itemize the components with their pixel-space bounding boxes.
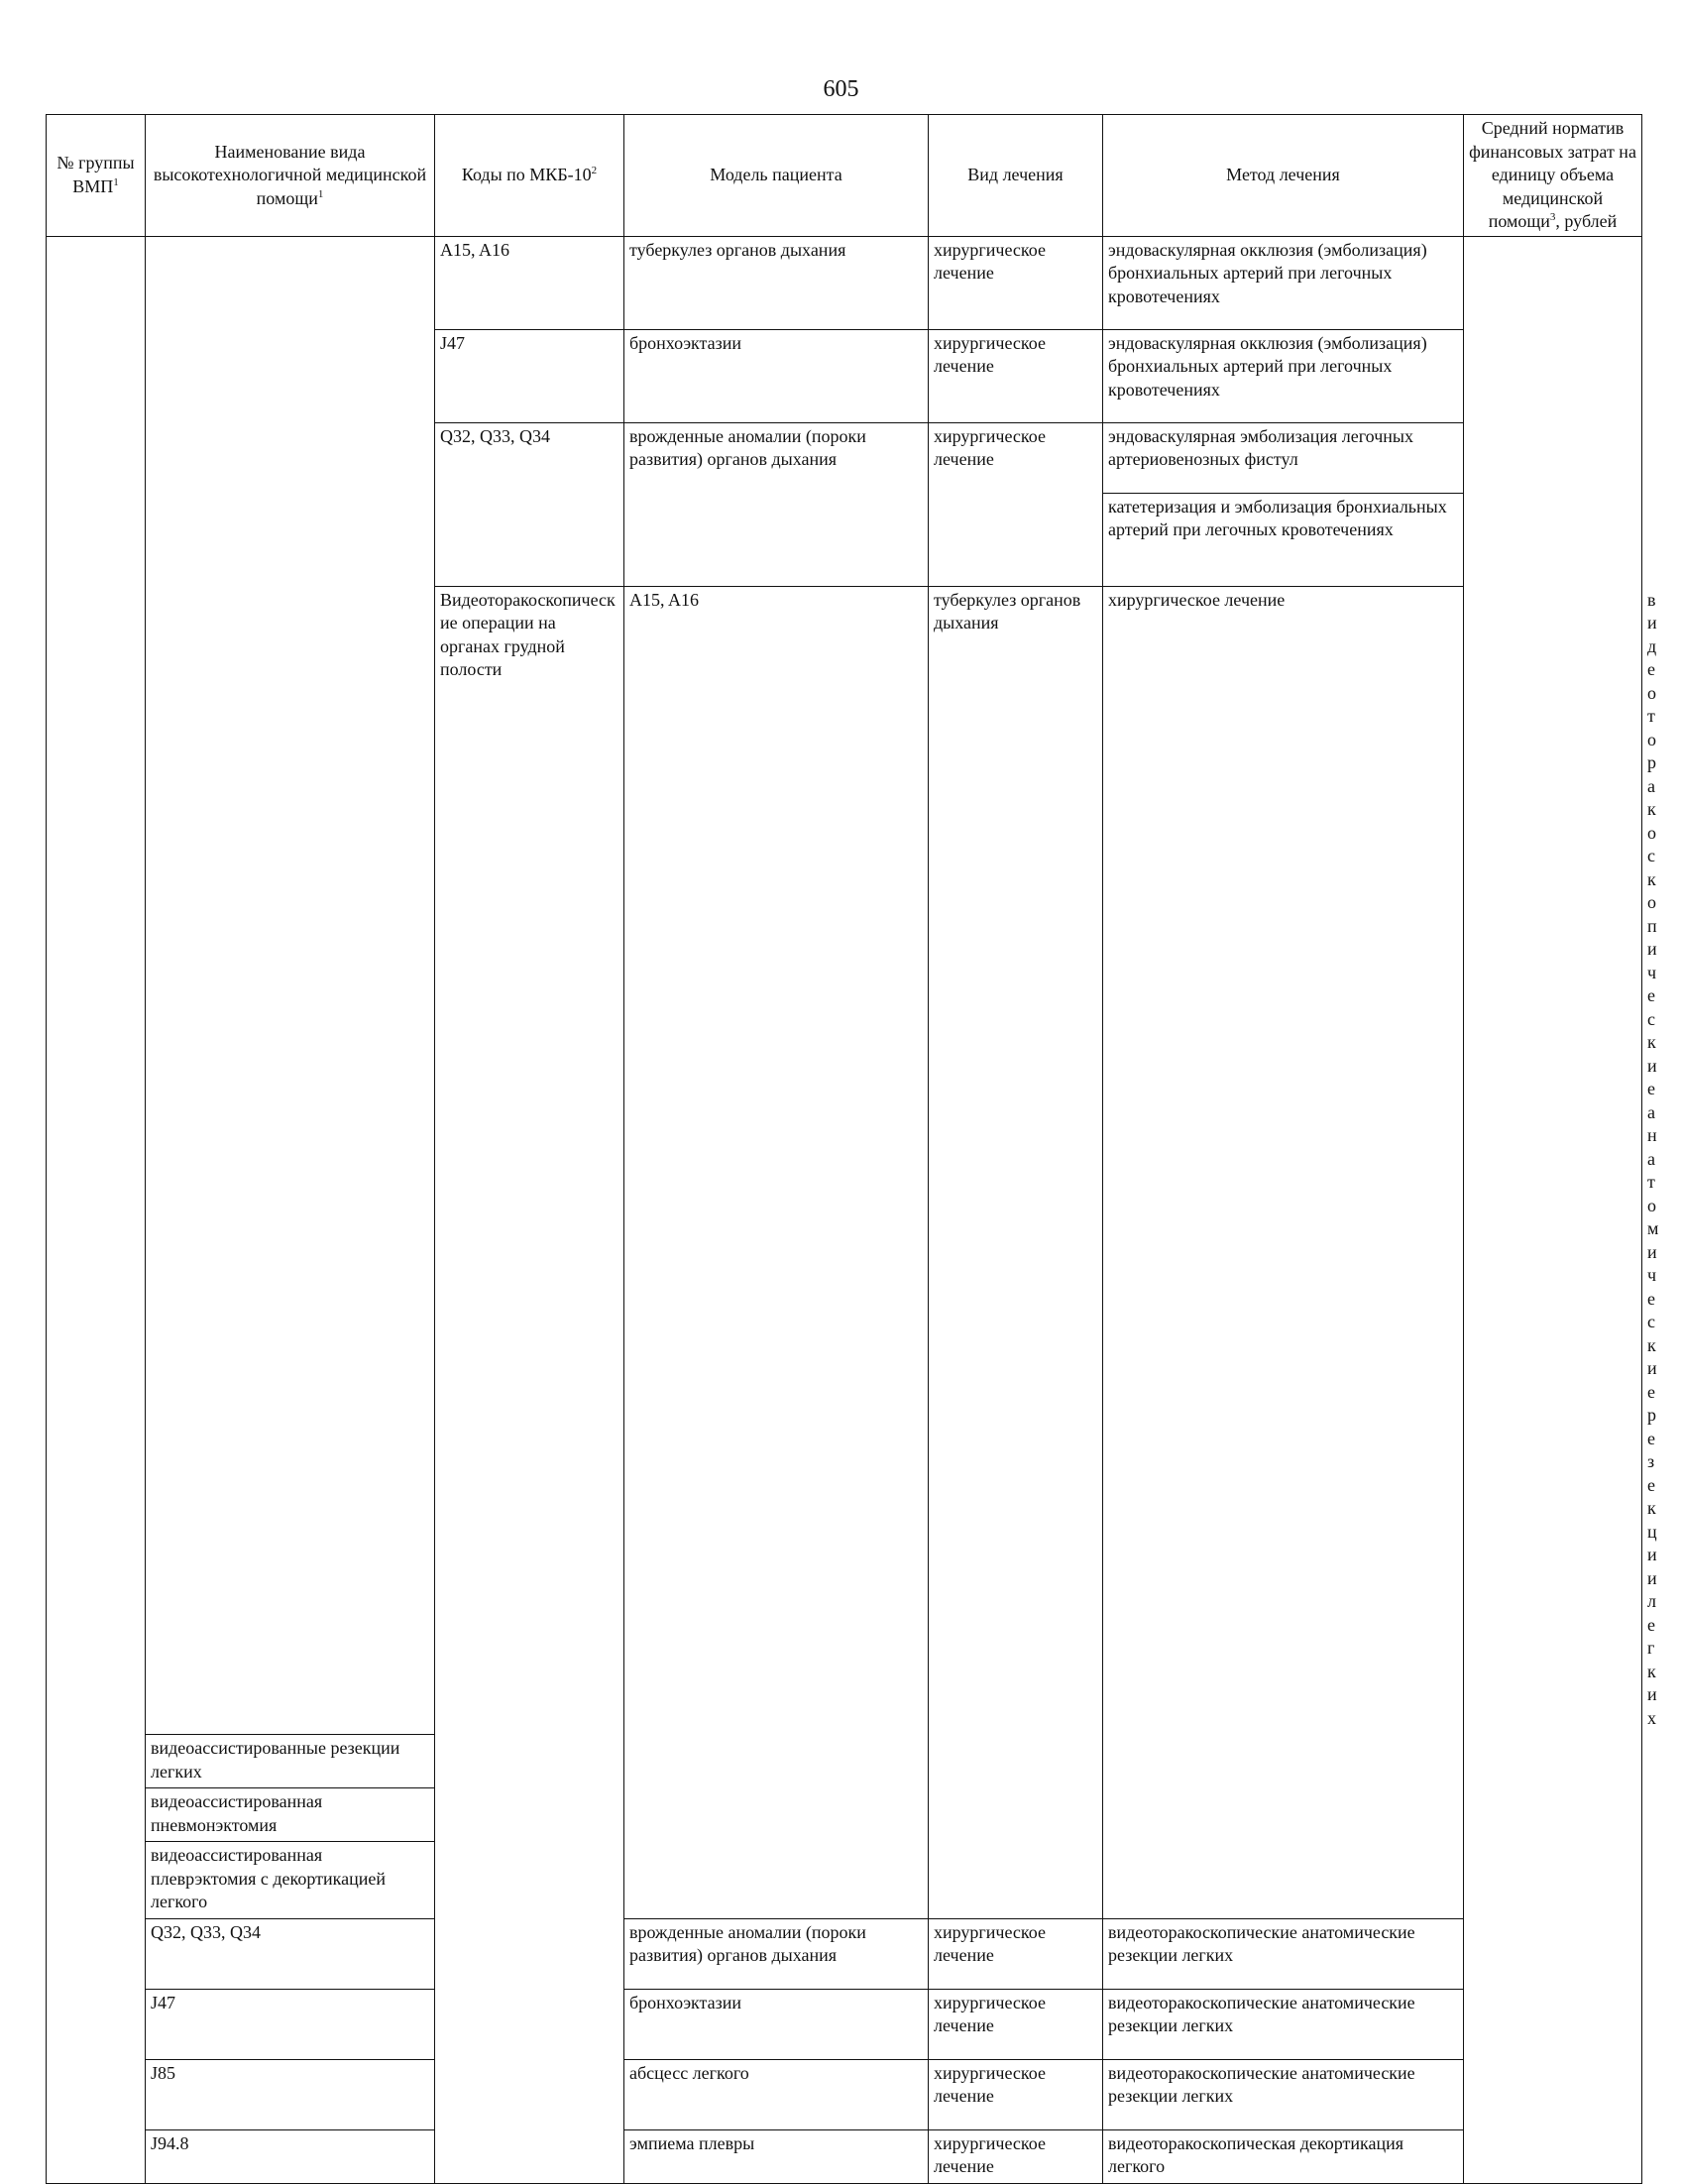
icd-code-cell: J47 xyxy=(435,329,624,422)
header-cost: Средний норматив финансовых затрат на единицу объема медицинской помощи$^3$, рублей xyxy=(1464,115,1642,237)
patient-model-cell: бронхоэктазии xyxy=(624,1989,929,2059)
treatment-method-cell: видеоассистированные резекции легких xyxy=(146,1735,435,1788)
treatment-type-cell: хирургическое лечение xyxy=(929,329,1103,422)
treatment-method-cell: видеоторакоскопические анатомические резекции легких xyxy=(1103,2059,1464,2129)
treatment-type-cell: хирургическое лечение xyxy=(929,236,1103,329)
treatment-type-cell: хирургическое лечение xyxy=(1103,586,1464,1918)
treatment-method-cell: видеоассистированная плеврэктомия с декортикацией легкого xyxy=(146,1842,435,1919)
treatment-method-cell: эндоваскулярная окклюзия (эмболизация) бронхиальных артерий при легочных кровотечениях xyxy=(1103,236,1464,329)
treatment-type-cell: хирургическое лечение xyxy=(929,1989,1103,2059)
treatment-method-cell: катетеризация и эмболизация бронхиальных артерий при легочных кровотечениях xyxy=(1103,493,1464,586)
treatment-method-cell: видеоторакоскопическая декортикация легкого xyxy=(1103,2129,1464,2183)
treatment-method-cell: эндоваскулярная эмболизация легочных артериовенозных фистул xyxy=(1103,422,1464,493)
patient-model-cell: туберкулез органов дыхания xyxy=(929,586,1103,1918)
treatment-method-cell: видеоторакоскопические анатомические резекции легких xyxy=(1103,1918,1464,1989)
care-name-cell: Видеоторакоскопические операции на органах грудной полости xyxy=(435,586,624,2183)
patient-model-cell: абсцесс легкого xyxy=(624,2059,929,2129)
icd-code-cell: J85 xyxy=(146,2059,435,2129)
header-icd-codes: Коды по МКБ-$10^2$ xyxy=(435,115,624,237)
patient-model-cell: эмпиема плевры xyxy=(624,2129,929,2183)
group-number-cell xyxy=(47,236,146,2183)
treatment-method-cell: видеоассистированная пневмонэктомия xyxy=(146,1788,435,1842)
icd-code-cell: A15, A16 xyxy=(624,586,929,1918)
page-number: 605 xyxy=(823,76,859,102)
treatment-method-cell: видеоторакоскопические анатомические резекции легких xyxy=(1103,1989,1464,2059)
table-row xyxy=(47,236,1642,329)
icd-code-cell: Q32, Q33, Q34 xyxy=(146,1918,435,1989)
table-row xyxy=(47,2059,1642,2129)
header-patient-model: Модель пациента xyxy=(624,115,929,237)
treatment-type-cell: хирургическое лечение xyxy=(929,2129,1103,2183)
table-row xyxy=(47,1918,1642,1989)
icd-code-cell: J47 xyxy=(146,1989,435,2059)
header-group: № группы ВМП$^1$ xyxy=(47,115,146,237)
table-row xyxy=(47,1989,1642,2059)
patient-model-cell: врожденные аномалии (пороки развития) органов дыхания xyxy=(624,1918,929,1989)
icd-code-cell: A15, A16 xyxy=(435,236,624,329)
treatment-type-cell: хирургическое лечение xyxy=(929,1918,1103,1989)
header-treatment-method: Метод лечения xyxy=(1103,115,1464,237)
treatment-type-cell: хирургическое лечение xyxy=(929,422,1103,586)
cost-cell xyxy=(1464,236,1642,2183)
header-row xyxy=(47,115,1642,237)
table-row xyxy=(47,2129,1642,2183)
care-name-cell xyxy=(146,236,435,1735)
treatment-method-cell: эндоваскулярная окклюзия (эмболизация) бронхиальных артерий при легочных кровотечениях xyxy=(1103,329,1464,422)
icd-code-cell: Q32, Q33, Q34 xyxy=(435,422,624,586)
header-treatment-type: Вид лечения xyxy=(929,115,1103,237)
icd-code-cell: J94.8 xyxy=(146,2129,435,2183)
treatment-type-cell: хирургическое лечение xyxy=(929,2059,1103,2129)
table-row: Видеоторакоскопические операции на органах грудной полости A15, A16 туберкулез органов дыхания хирургическое лечение видеоторакоскопические анатомические резекции легких xyxy=(47,586,1642,1735)
vmp-table xyxy=(46,114,1659,2184)
patient-model-cell: врожденные аномалии (пороки развития) органов дыхания xyxy=(624,422,929,586)
patient-model-cell: туберкулез органов дыхания xyxy=(624,236,929,329)
header-care-name: Наименование вида высокотехнологичной медицинской помощи$^1$ xyxy=(146,115,435,237)
patient-model-cell: бронхоэктазии xyxy=(624,329,929,422)
